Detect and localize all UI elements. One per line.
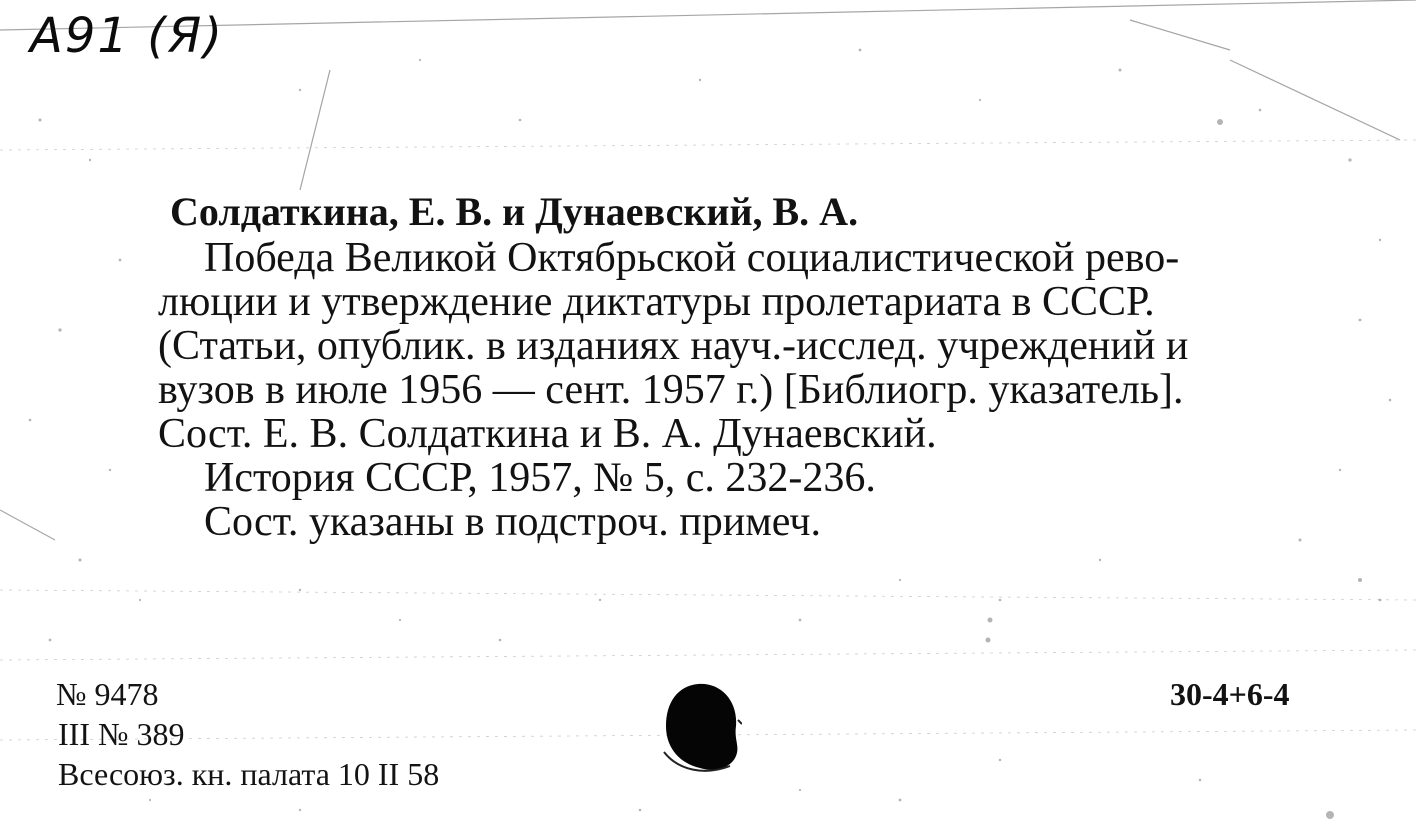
- compiler-line: Сост. Е. В. Солдаткина и В. А. Дунаевский.: [158, 411, 937, 457]
- classification-code: 30-4+6-4: [1170, 676, 1290, 712]
- title-line-4: вузов в июле 1956 — сент. 1957 г.) [Библиогр. указатель].: [158, 367, 1184, 413]
- author-line: Солдаткина, Е. В. и Дунаевский, В. А.: [170, 189, 859, 234]
- note-line: Сост. указаны в подстроч. примеч.: [204, 499, 821, 545]
- series-number: III № 389: [58, 716, 185, 752]
- card-number: № 9478: [56, 676, 159, 712]
- publisher-imprint: Всесоюз. кн. палата 10 II 58: [58, 756, 440, 792]
- punch-hole: [660, 680, 742, 776]
- call-number-handwritten: А91 (Я): [30, 8, 224, 64]
- title-line-2: люции и утверждение диктатуры пролетариата в СССР.: [158, 279, 1155, 325]
- title-line-3: (Статьи, опублик. в изданиях науч.-исслед. учреждений и: [158, 323, 1189, 369]
- source-line: История СССР, 1957, № 5, с. 232-236.: [204, 455, 876, 501]
- title-line-1: Победа Великой Октябрьской социалистической рево-: [204, 235, 1180, 281]
